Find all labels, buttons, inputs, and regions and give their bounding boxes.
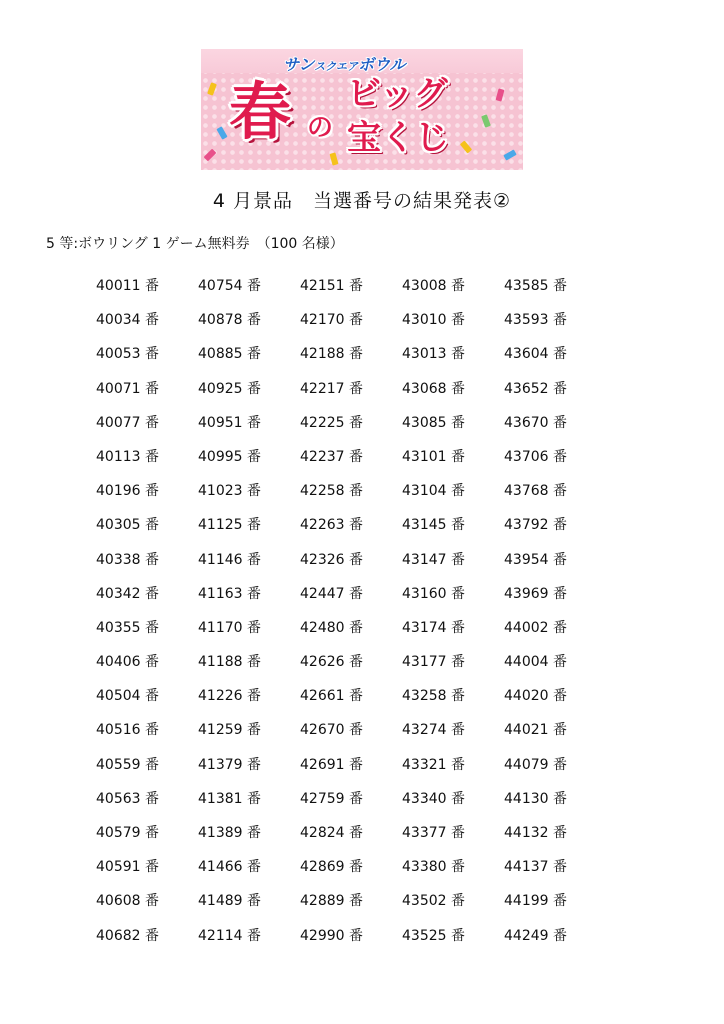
winning-number: 43604 番	[504, 346, 567, 363]
winning-number: 44130 番	[504, 790, 567, 807]
winning-number: 40053 番	[96, 346, 159, 363]
banner-title-big: ビッグ	[347, 74, 448, 114]
winning-number: 41188 番	[198, 654, 261, 671]
winning-number: 42151 番	[300, 278, 363, 294]
logo-text-square: スクエア	[314, 60, 358, 73]
page-title: 4 月景品 当選番号の結果発表②	[212, 190, 512, 212]
winning-number: 43010 番	[402, 312, 465, 329]
winning-number: 42824 番	[300, 825, 363, 841]
winning-number: 44020 番	[504, 688, 567, 705]
confetti	[481, 114, 491, 127]
winning-number: 43085 番	[402, 414, 465, 431]
winning-number: 42225 番	[300, 414, 363, 431]
winning-number: 43013 番	[402, 346, 465, 363]
winning-number: 42759 番	[300, 790, 363, 807]
winning-number: 42263 番	[300, 517, 363, 534]
winning-number: 40011 番	[96, 278, 159, 294]
winning-number: 41389 番	[198, 825, 261, 841]
winning-number: 40925 番	[198, 380, 261, 397]
winning-number: 40754 番	[198, 278, 261, 294]
winning-number: 41163 番	[198, 585, 261, 602]
prize-description: 5 等:ボウリング 1 ゲーム無料券 （100 名様）	[46, 236, 344, 252]
winning-number: 40995 番	[198, 448, 261, 465]
winning-number: 43377 番	[402, 825, 465, 841]
winning-number: 43177 番	[402, 654, 465, 671]
winning-number: 42188 番	[300, 346, 363, 363]
winning-number: 40516 番	[96, 722, 159, 739]
winning-number: 43147 番	[402, 551, 465, 568]
banner-title-no: の	[307, 113, 334, 143]
confetti	[503, 149, 516, 160]
winning-number: 43160 番	[402, 585, 465, 602]
banner-title-takarakuji: 宝くじ	[347, 118, 449, 158]
winning-number: 42480 番	[300, 619, 363, 636]
confetti	[216, 126, 227, 139]
winning-number: 43068 番	[402, 380, 465, 397]
winning-number: 40608 番	[96, 893, 159, 910]
winning-number: 44132 番	[504, 825, 567, 841]
winning-number: 42237 番	[300, 448, 363, 465]
winning-number: 43174 番	[402, 619, 465, 636]
winning-number: 40034 番	[96, 312, 159, 329]
winning-number: 41466 番	[198, 859, 261, 876]
winning-number: 44249 番	[504, 927, 567, 944]
winning-number: 43104 番	[402, 483, 465, 500]
winning-number: 42114 番	[198, 927, 261, 944]
winning-number: 43792 番	[504, 517, 567, 534]
winning-number: 42691 番	[300, 756, 363, 773]
confetti	[460, 140, 472, 153]
winning-number: 41381 番	[198, 790, 261, 807]
winning-number: 41379 番	[198, 756, 261, 773]
winning-number: 42869 番	[300, 859, 363, 876]
winning-number: 41170 番	[198, 619, 261, 636]
winning-number: 44002 番	[504, 619, 567, 636]
confetti	[330, 152, 339, 165]
winning-number: 41146 番	[198, 551, 261, 568]
logo-text-bowl: ボウル	[357, 55, 406, 74]
winning-number: 40071 番	[96, 380, 159, 397]
winning-number: 40579 番	[96, 825, 159, 841]
winning-number: 42626 番	[300, 654, 363, 671]
winning-number: 40591 番	[96, 859, 159, 876]
winning-number: 40338 番	[96, 551, 159, 568]
winning-number: 43145 番	[402, 517, 465, 534]
winning-number: 44021 番	[504, 722, 567, 739]
banner-image	[201, 49, 523, 170]
winning-number: 42990 番	[300, 927, 363, 944]
winning-number: 43652 番	[504, 380, 567, 397]
winning-number: 40951 番	[198, 414, 261, 431]
winning-number: 41226 番	[198, 688, 261, 705]
winning-number: 42170 番	[300, 312, 363, 329]
winning-number: 41023 番	[198, 483, 261, 500]
winning-number: 44004 番	[504, 654, 567, 671]
winning-number: 43969 番	[504, 585, 567, 602]
winning-number: 44079 番	[504, 756, 567, 773]
winning-number: 40196 番	[96, 483, 159, 500]
winning-number: 40305 番	[96, 517, 159, 534]
winning-number: 40355 番	[96, 619, 159, 636]
winning-number: 43706 番	[504, 448, 567, 465]
winning-number: 40077 番	[96, 414, 159, 431]
winning-number: 43380 番	[402, 859, 465, 876]
logo-text-san: サン	[283, 55, 315, 74]
winning-number: 43008 番	[402, 278, 465, 294]
winning-number: 40504 番	[96, 688, 159, 705]
confetti	[207, 82, 217, 95]
winning-number: 42447 番	[300, 585, 363, 602]
winning-number: 41259 番	[198, 722, 261, 739]
winning-number: 43258 番	[402, 688, 465, 705]
winning-number: 43525 番	[402, 927, 465, 944]
winning-number: 41125 番	[198, 517, 261, 534]
winning-number: 42661 番	[300, 688, 363, 705]
confetti	[496, 88, 505, 101]
winning-number: 42326 番	[300, 551, 363, 568]
winning-number: 40878 番	[198, 312, 261, 329]
winning-number: 43321 番	[402, 756, 465, 773]
winning-number: 41489 番	[198, 893, 261, 910]
winning-number: 40342 番	[96, 585, 159, 602]
winning-number: 43593 番	[504, 312, 567, 329]
winning-number: 42258 番	[300, 483, 363, 500]
winning-numbers-table	[96, 276, 616, 960]
winning-number: 43768 番	[504, 483, 567, 500]
winning-number: 43670 番	[504, 414, 567, 431]
winning-number: 43340 番	[402, 790, 465, 807]
winning-number: 44137 番	[504, 859, 567, 876]
winning-number: 43585 番	[504, 278, 567, 294]
winning-number: 43502 番	[402, 893, 465, 910]
winning-number: 40406 番	[96, 654, 159, 671]
confetti	[204, 149, 217, 162]
winning-number: 40559 番	[96, 756, 159, 773]
winning-number: 42889 番	[300, 893, 363, 910]
winning-number: 40113 番	[96, 448, 159, 465]
winning-number: 40682 番	[96, 927, 159, 944]
banner-title-haru: 春	[229, 75, 292, 148]
winning-number: 44199 番	[504, 893, 567, 910]
banner-logo	[283, 52, 406, 75]
winning-number: 43954 番	[504, 551, 567, 568]
winning-number: 43101 番	[402, 448, 465, 465]
winning-number: 40885 番	[198, 346, 261, 363]
winning-number: 42670 番	[300, 722, 363, 739]
winning-number: 40563 番	[96, 790, 159, 807]
winning-number: 43274 番	[402, 722, 465, 739]
winning-number: 42217 番	[300, 380, 363, 397]
